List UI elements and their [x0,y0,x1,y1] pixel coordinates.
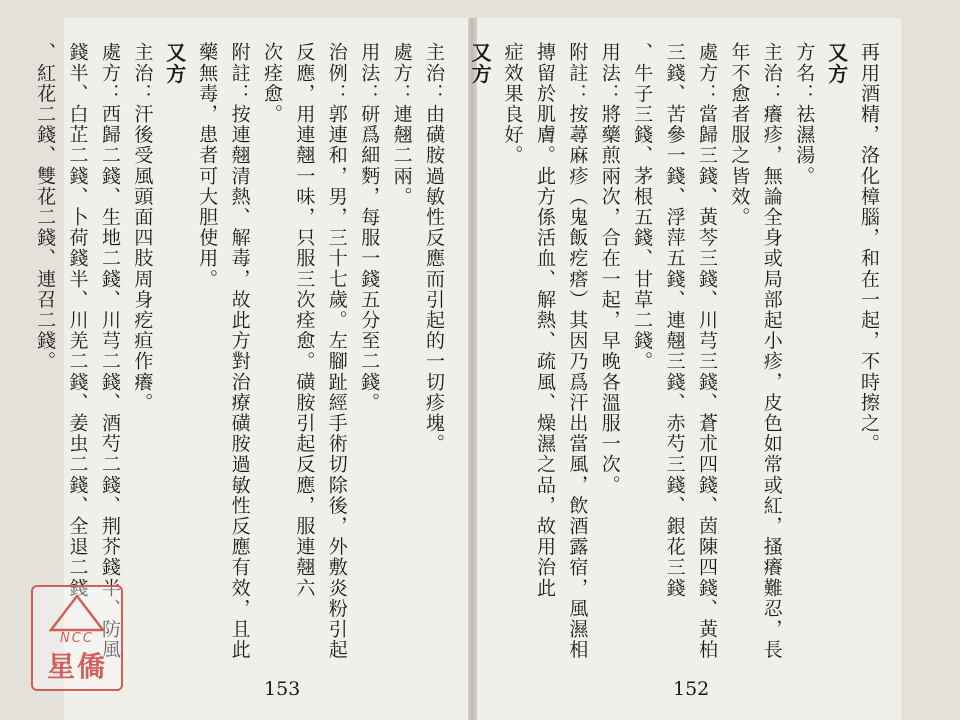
right-page-text [468,42,885,668]
text-line: 處方：連翹二兩。 [390,42,413,207]
text-line: 次痊愈。 [260,42,283,125]
section-heading: 又方 [162,42,187,86]
text-line: 錢半、白芷二錢、卜荷錢半、川羌二錢、姜虫二錢、全退二錢 [66,42,89,599]
left-page [34,18,469,720]
text-line: 主治：汗後受風頭面四肢周身疙疸作癢。 [131,42,154,413]
triangle-logo-icon [47,593,107,633]
text-line: 主治：由磺胺過敏性反應而引起的一切疹塊。 [423,42,445,454]
right-page [468,18,901,720]
text-line: 用法：研爲細麪，每服一錢五分至二錢。 [358,42,381,413]
text-line: 、紅花二錢、雙花二錢、連召二錢。 [34,42,57,372]
section-heading: 又方 [824,42,849,86]
page-number: 152 [673,678,710,700]
text-line: 反應，用連翹一味，只服三次痊愈。磺胺引起反應，服連翹六 [293,42,316,599]
page-number: 153 [264,678,301,700]
section-heading: 又方 [468,42,493,86]
text-line: 處方：西歸二錢、生地二錢、川芎二錢、酒芍二錢、荆芥錢半、防風 [98,42,121,660]
text-line: 方名：祛濕湯。 [793,42,816,187]
text-line: 再用酒精，洛化樟腦，和在一起，不時擦之。 [858,42,880,454]
stamp-name: 星僑 [46,650,107,683]
text-line: 年不愈者服之皆效。 [728,42,751,228]
text-line: 附註：按連翹清熱、解毒，故此方對治療磺胺過敏性反應有效，且此 [228,42,251,660]
text-line: 症效果良好。 [501,42,524,166]
text-line: 治例：郭連和，男，三十七歲。左腳趾經手術切除後，外敷炎粉引起 [325,42,348,660]
text-line: 藥無毒，患者可大胆使用。 [196,42,219,290]
text-line: 處方：當歸三錢、黃芩三錢、川芎三錢、蒼朮四錢、茵陳四錢、黃柏 [695,42,718,660]
text-line: 摶留於肌膚。此方係活血、解熱、疏風、燥濕之品，故用治此 [533,42,556,599]
stamp-code: NCC [60,631,94,646]
text-line: 、牛子三錢、茅根五錢、甘草二錢。 [631,42,654,372]
text-line: 主治：癢疹，無論全身或局部起小疹，皮色如常或紅，搔癢難忍，長 [760,42,783,660]
text-line: 附註：按蕁麻疹（鬼飯疙瘩）其因乃爲汗出當風，飲酒露宿，風濕相 [566,42,589,660]
ncc-logo-stamp [31,585,123,691]
text-line: 用法：將藥煎兩次，合在一起，早晚各溫服一次。 [598,42,621,496]
text-line: 三錢、苦參一錢、浮萍五錢、連翹三錢、赤芍三錢、銀花三錢 [663,42,686,599]
